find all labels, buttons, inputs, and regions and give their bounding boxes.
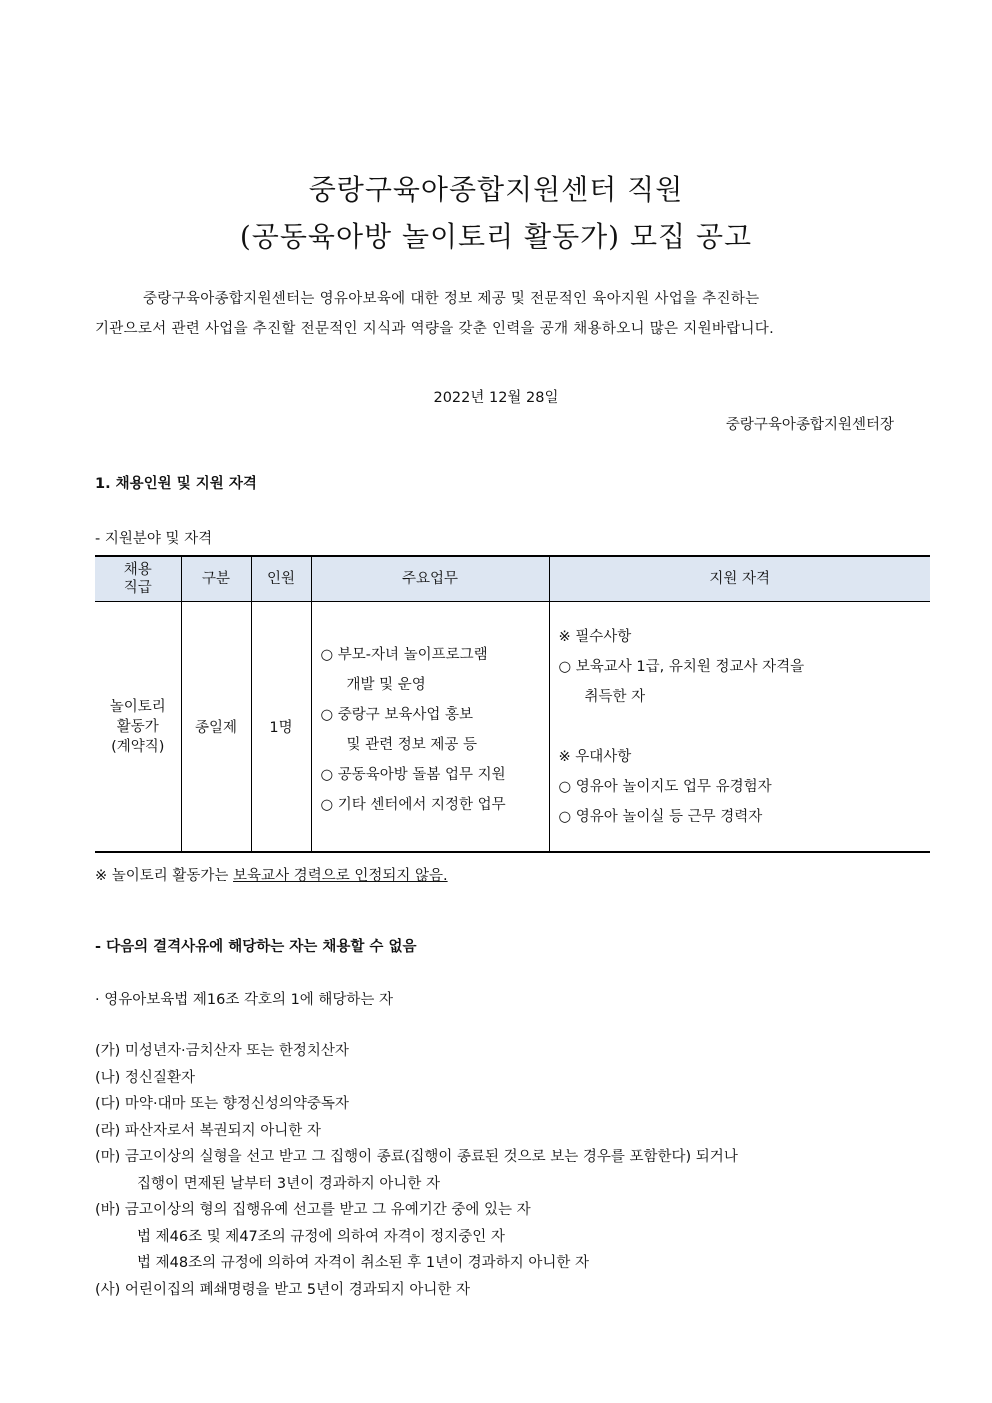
doc-title-line1: 중랑구육아종합지원센터 직원: [308, 173, 684, 206]
list-item-cont: 집행이 면제된 날부터 3년이 경과하지 아니한 자: [137, 1175, 441, 1192]
duty-item-cont: 개발 및 운영: [346, 676, 426, 693]
recruitment-table: [95, 555, 930, 853]
header-rank: 채용 직급: [95, 556, 181, 602]
preferred-item: ○ 영유아 놀이지도 업무 유경험자: [558, 778, 772, 795]
table-header-row: [95, 556, 930, 602]
required-title: ※ 필수사항: [558, 628, 632, 645]
preferred-title: ※ 우대사항: [558, 748, 632, 765]
list-item: (라) 파산자로서 복권되지 아니한 자: [95, 1122, 321, 1139]
duty-item-cont: 및 관련 정보 제공 등: [346, 736, 477, 753]
cell-duties: [311, 602, 549, 853]
duty-item: ○ 공동육아방 돌봄 업무 지원: [320, 766, 506, 783]
section-2-lead: · 영유아보육법 제16조 각호의 1에 해당하는 자: [95, 992, 394, 1008]
duty-item: ○ 부모-자녀 놀이프로그램: [320, 646, 488, 663]
table-row: [95, 602, 930, 853]
list-item: (사) 어린이집의 폐쇄명령을 받고 5년이 경과되지 아니한 자: [95, 1281, 470, 1298]
issuer-name: 중랑구육아종합지원센터장: [725, 417, 894, 433]
section-1-heading: 1. 채용인원 및 지원 자격: [95, 476, 257, 492]
table-note: [95, 864, 448, 885]
cell-count: 1명: [251, 602, 311, 853]
list-item-cont: 법 제46조 및 제47조의 규정에 의하여 자격이 정지중인 자: [137, 1228, 505, 1245]
header-duty: 주요업무: [311, 556, 549, 602]
list-item-cont: 법 제48조의 규정에 의하여 자격이 취소된 후 1년이 경과하지 아니한 자: [137, 1255, 589, 1271]
duty-item: ○ 중랑구 보육사업 홍보: [320, 706, 474, 723]
cell-rank: 놀이토리 활동가 (계약직): [95, 602, 181, 853]
list-item: (바) 금고이상의 형의 집행유예 선고를 받고 그 유예기간 중에 있는 자: [95, 1202, 531, 1218]
section-1-subheading: - 지원분야 및 자격: [95, 531, 213, 547]
list-item: (나) 정신질환자: [95, 1069, 195, 1086]
header-count: 인원: [251, 556, 311, 602]
preferred-item: ○ 영유아 놀이실 등 근무 경력자: [558, 808, 763, 825]
section-2-heading: - 다음의 결격사유에 해당하는 자는 채용할 수 없음: [95, 939, 417, 955]
required-item-cont: 취득한 자: [584, 688, 646, 705]
note-underlined: 보육교사 경력으로 인정되지 않음.: [233, 868, 448, 884]
notice-date: 2022년 12월 28일: [433, 390, 559, 406]
duty-item: ○ 기타 센터에서 지정한 업무: [320, 796, 506, 813]
list-item: (마) 금고이상의 실형을 선고 받고 그 집행이 종료(집행이 종료된 것으로 보는 경우를 포함한다) 되거나: [95, 1149, 738, 1165]
list-item: (다) 마약·대마 또는 향정신성의약중독자: [95, 1096, 349, 1112]
intro-line-2: 기관으로서 관련 사업을 추진할 전문적인 지식과 역량을 갖춘 인력을 공개 채용하오니 많은 지원바랍니다.: [95, 321, 775, 337]
intro-paragraph: [95, 284, 925, 344]
doc-title-line2: (공동육아방 놀이토리 활동가) 모집 공고: [239, 220, 753, 253]
intro-line-1: 중랑구육아종합지원센터는 영유아보육에 대한 정보 제공 및 전문적인 육아지원 사업을 추진하는: [143, 291, 760, 307]
list-item: (가) 미성년자·금치산자 또는 한정치산자: [95, 1043, 349, 1059]
header-qualification: 지원 자격: [549, 556, 930, 602]
cell-qualifications: [549, 602, 930, 853]
cell-type: 종일제: [181, 602, 251, 853]
required-item: ○ 보육교사 1급, 유치원 정교사 자격을: [558, 658, 805, 675]
disqualification-list: [95, 1038, 738, 1303]
note-prefix: ※ 놀이토리 활동가는: [95, 868, 234, 884]
header-type: 구분: [181, 556, 251, 602]
